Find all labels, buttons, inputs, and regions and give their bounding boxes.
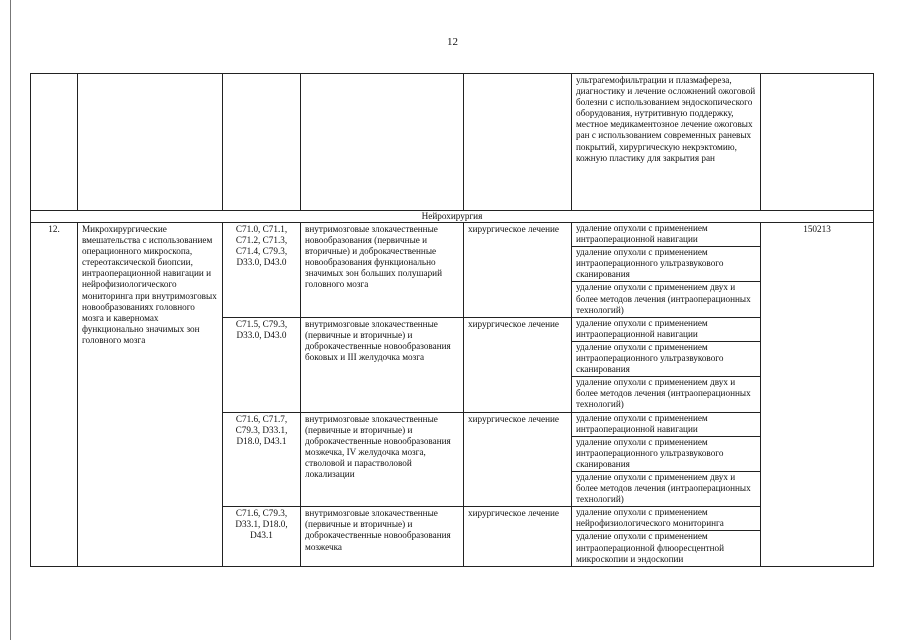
icd-codes: C71.5, C79.3, D33.0, D43.0 [223,317,301,412]
scan-edge-line [10,0,11,640]
methods-cell [572,507,761,566]
continuation-empty-cell [301,74,464,211]
section-row [31,211,874,223]
table-row [31,223,874,318]
continuation-empty-cell [78,74,223,211]
page-number: 12 [447,36,458,48]
method-item: удаление опухоли с применением двух и более методов лечения (интраоперационных технологий) [576,377,751,410]
row-name: Микрохирургические вмешательства с использованием операционного микроскопа, стереотаксической биопсии, интраоперационной навигации и нейрофизиологического мониторинга при внутримозговых новообразованиях головного мозга и каверномах функционально значимых зон головного мозга [78,223,223,567]
method-item: удаление опухоли с применением интраоперационного ультразвукового сканирования [572,247,760,282]
method-item: удаление опухоли с применением интраоперационной навигации [572,223,760,247]
method-item: удаление опухоли с применением двух и более методов лечения (интраоперационных технологий) [576,471,751,505]
section-title: Нейрохирургия [31,211,874,223]
method-item: удаление опухоли с применением интраоперационной навигации [572,318,760,342]
method-item: удаление опухоли с применением интраоперационной навигации [572,413,760,437]
continuation-empty-cell [761,74,874,211]
continuation-empty-cell [31,74,78,211]
treatment-type: хирургическое лечение [464,507,572,566]
treatment-type: хирургическое лечение [464,223,572,318]
procedures-table [30,73,874,567]
icd-codes: C71.0, C71.1, C71.2, C71.3, C71.4, C79.3, D33.0, D43.0 [223,223,301,318]
cost-value: 150213 [761,223,874,567]
method-item: удаление опухоли с применением интраоперационной флюоресцентной микроскопии и эндоскопии [576,531,725,564]
method-item: удаление опухоли с применением интраоперационного ультразвукового сканирования [572,342,760,377]
method-item: удаление опухоли с применением двух и более методов лечения (интраоперационных технологий) [576,282,751,315]
method-item: удаление опухоли с применением нейрофизиологического мониторинга [572,507,760,531]
treatment-type: хирургическое лечение [464,317,572,412]
disease-description: внутримозговые злокачественные новообразования (первичные и вторичные) и доброкачественные новообразования функционально значимых зон больших полушарий головного мозга [301,223,464,318]
continuation-empty-cell [464,74,572,211]
continuation-row [31,74,874,211]
treatment-type: хирургическое лечение [464,412,572,507]
icd-codes: C71.6, C71.7, C79.3, D33.1, D18.0, D43.1 [223,412,301,507]
row-number: 12. [31,223,78,567]
methods-cell [572,223,761,318]
methods-cell [572,317,761,412]
methods-cell [572,412,761,507]
disease-description: внутримозговые злокачественные (первичные и вторичные) и доброкачественные новообразования мозжечка, IV желудочка мозга, стволовой и парастволовой локализации [301,412,464,507]
icd-codes: C71.6, C79.3, D33.1, D18.0, D43.1 [223,507,301,566]
disease-description: внутримозговые злокачественные (первичные и вторичные) и доброкачественные новообразования боковых и III желудочка мозга [301,317,464,412]
disease-description: внутримозговые злокачественные (первичные и вторичные) и доброкачественные новообразования мозжечка [301,507,464,566]
method-item: удаление опухоли с применением интраоперационного ультразвукового сканирования [572,437,760,472]
continuation-empty-cell [223,74,301,211]
continuation-method-cell: ультрагемофильтрации и плазмафереза, диагностику и лечение осложнений ожоговой болезни с использованием эндоскопического оборудования, нутритивную поддержку, местное медикаментозное лечение ожоговых ран с использованием современных раневых покрытий, хирургическую некрэктомию, кожную пластику для закрытия ран [572,74,761,211]
